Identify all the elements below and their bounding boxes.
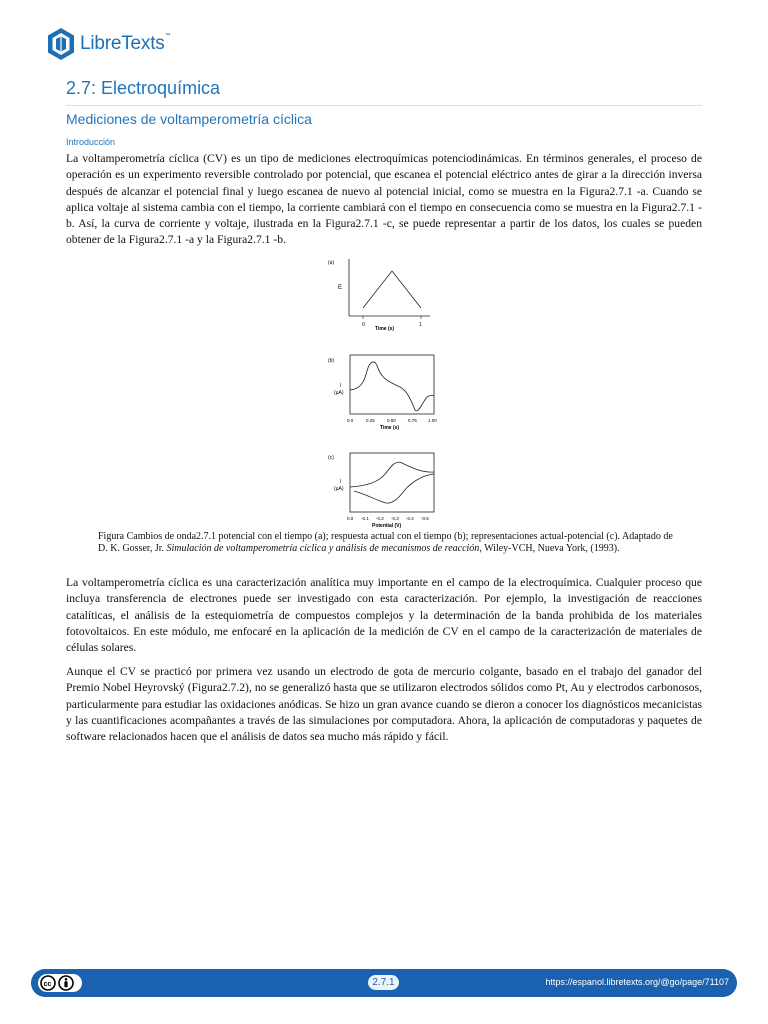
panel-a-tick-0: 0 bbox=[362, 322, 365, 328]
panel-c-ylabel-1: I bbox=[340, 479, 342, 485]
figure-panel-b bbox=[328, 355, 437, 431]
panel-c-tick-0: 0.0 bbox=[347, 516, 354, 521]
page-url-link[interactable]: https://espanol.libretexts.org/@go/page/71107 bbox=[545, 977, 729, 987]
panel-c-label: (c) bbox=[328, 455, 334, 461]
figure-caption: Figura Cambios de onda2.7.1 potencial con el tiempo (a); respuesta actual con el tiempo (b); representaciones actual-potencial (c). Adaptado de D. K. Gosser, Jr. Simulación de voltamperometría cíclica y análisis de mecanismos de reacción, Wiley-VCH, Nueva York, (1993). bbox=[98, 531, 673, 555]
panel-b-ylabel-1: I bbox=[340, 383, 342, 389]
panel-b-tick-2: 0.50 bbox=[387, 418, 396, 423]
page-number: 2.7.1 bbox=[368, 975, 399, 990]
current-time-curve bbox=[350, 362, 434, 411]
panel-c-xlabel: Potential (V) bbox=[372, 523, 402, 529]
panel-b-tick-3: 0.75 bbox=[408, 418, 417, 423]
page-footer bbox=[31, 969, 737, 997]
subsection-title: Introducción bbox=[66, 137, 116, 147]
panel-a-xlabel: Time (s) bbox=[375, 326, 395, 332]
panel-b-tick-0: 0.0 bbox=[347, 418, 354, 423]
figure-panel-a bbox=[328, 259, 430, 332]
panel-b-ylabel-2: (µA) bbox=[334, 390, 344, 396]
panel-c-tick-2: -0.2 bbox=[376, 516, 384, 521]
panel-c-tick-1: -0.1 bbox=[361, 516, 369, 521]
cv-reverse-curve bbox=[354, 474, 434, 503]
panel-c-tick-4: -0.4 bbox=[406, 516, 414, 521]
logo-text: LibreTexts™ bbox=[80, 33, 171, 54]
libretexts-logo[interactable] bbox=[46, 27, 170, 61]
panel-b-label: (b) bbox=[328, 358, 335, 364]
libretexts-hexagon-icon bbox=[46, 27, 76, 61]
panel-a-tick-1: 1 bbox=[419, 322, 422, 328]
paragraph-2: La voltamperometría cíclica es una caracterización analítica muy importante en el campo de la electroquímica. Cualquier proceso que incluya transferencia de electrones puede ser investigado con esta caracterización. Por ejemplo, la investigación de reacciones catalíticas, el análisis de la estequiometría de compuestos complejos y la determinación de la banda prohibida de los materiales fotovoltaicos. En este módulo, me enfocaré en la aplicación de la medición de CV en el campo de la caracterización de materiales de células solares. bbox=[66, 576, 702, 655]
figure-panel-c bbox=[328, 453, 434, 529]
panel-b-tick-4: 1.00 bbox=[428, 418, 437, 423]
paragraph-3: Aunque el CV se practicó por primera vez usando un electrodo de gota de mercurio colgante, basado en el trabajo del ganador del Premio Nobel Heyrovský (Figura2.7.2), no se generalizó hasta que se utilizaron electrodos sólidos como Pt, Au y electrodos carbonosos, particularmente para estudiar las oxidaciones anódicas. Se hizo un gran avance cuando se dieron a conocer los diagnósticos mecanicistas y las cuantificaciones acompañantes a través de las simulaciones por computadora. Ahora, la aplicación de computadoras y paquetes de software relacionados hacen que el análisis de datos sea mucho más rápido y fácil. bbox=[66, 665, 702, 744]
svg-text:cc: cc bbox=[43, 981, 52, 988]
paragraph-intro: La voltamperometría cíclica (CV) es un tipo de mediciones electroquímicas potenciodinámicas. En términos generales, el proceso de operación es un experimento reversible controlado por potencial, que escanea el potencial eléctrico antes de girar a la dirección inversa después de alcanzar el potencial final y luego escanea de nuevo al potencial inicial, como se muestra en la Figura2.7.1 -a. Cuando se aplica voltaje al sistema cambia con el tiempo, la corriente cambiará con el tiempo en consecuencia como se muestra en la Figura2.7.1 -b. Así, la curva de corriente y voltaje, ilustrada en la Figura2.7.1 -c, se puede representar a partir de los datos, los cuales se pueden obtener de la Figura2.7.1 -a y la Figura2.7.1 -b. bbox=[66, 152, 702, 247]
potential-triangle-wave bbox=[363, 271, 421, 308]
section-title: Mediciones de voltamperometría cíclica bbox=[66, 111, 312, 127]
panel-b-tick-1: 0.25 bbox=[366, 418, 375, 423]
panel-a-ylabel: E bbox=[338, 285, 343, 291]
panel-c-ylabel-2: (µA) bbox=[334, 486, 344, 492]
cv-figure bbox=[320, 255, 450, 530]
panel-c-tick-3: -0.3 bbox=[391, 516, 399, 521]
creative-commons-license-icon[interactable] bbox=[38, 974, 82, 992]
panel-a-label: (a) bbox=[328, 260, 335, 266]
page-title: 2.7: Electroquímica bbox=[66, 76, 702, 106]
panel-c-tick-5: -0.5 bbox=[421, 516, 429, 521]
panel-b-xlabel: Time (s) bbox=[380, 425, 400, 431]
cv-forward-curve bbox=[350, 462, 434, 487]
